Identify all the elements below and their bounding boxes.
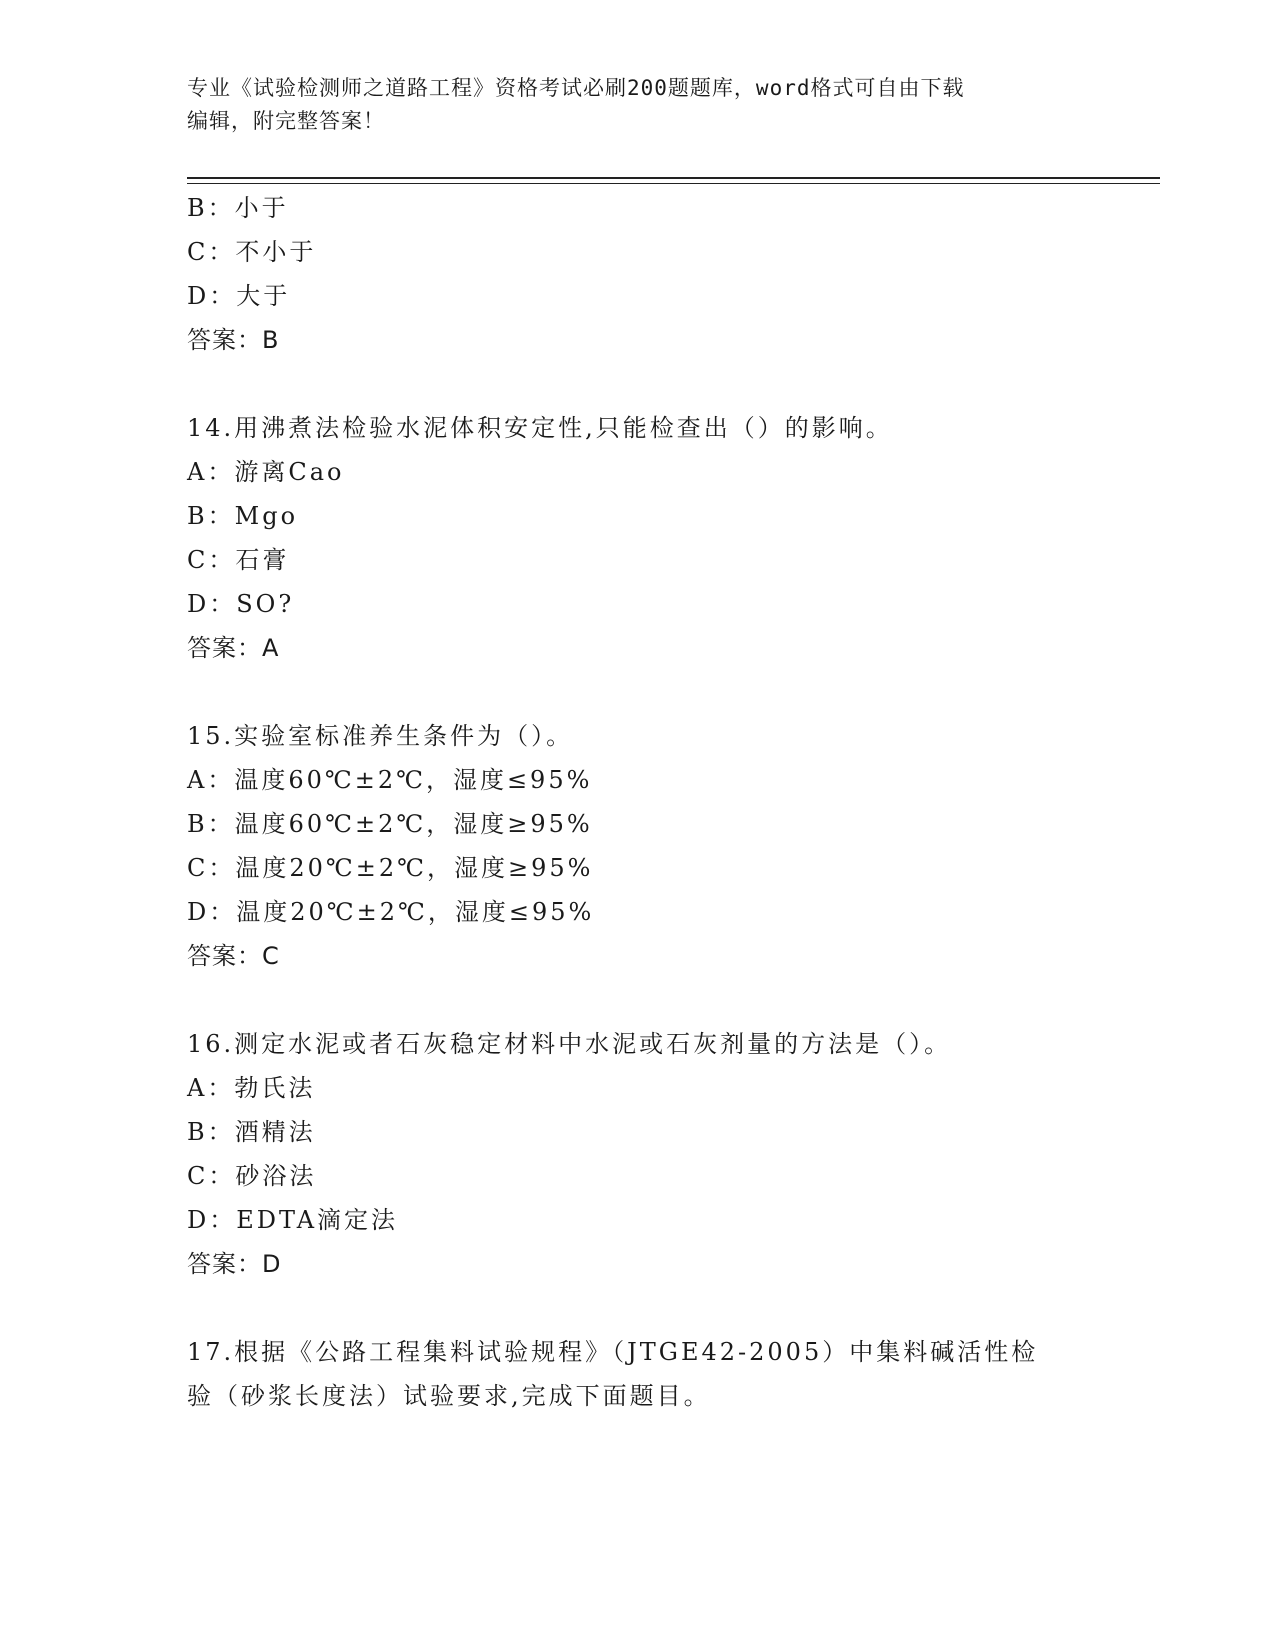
q17-stem-line-2: 验（砂浆长度法）试验要求,完成下面题目。 [187,1382,711,1410]
q14-stem: 14.用沸煮法检验水泥体积安定性,只能检查出（）的影响。 [187,414,893,442]
q16-option-c: C：砂浴法 [187,1162,317,1190]
q13-option-b: B：小于 [187,194,289,222]
q15-option-b: B：温度60℃±2℃，湿度≥95% [187,810,593,838]
header-line-2: 编辑，附完整答案！ [187,109,385,133]
q14-answer: 答案：A [187,634,280,662]
q14-option-c: C：石膏 [187,546,290,574]
document-header [187,72,1087,138]
q16-option-d: D：EDTA滴定法 [187,1206,399,1234]
q14-option-b: B：Mgo [187,502,299,530]
q17-stem-line-1: 17.根据《公路工程集料试验规程》（JTGE42-2005）中集料碱活性检 [187,1338,1039,1366]
q16-answer: 答案：D [187,1250,282,1278]
q13-answer: 答案：B [187,326,280,354]
q16-option-b: B：酒精法 [187,1118,316,1146]
q13-option-c: C：不小于 [187,238,317,266]
q15-option-c: C：温度20℃±2℃，湿度≥95% [187,854,594,882]
q16-stem: 16.测定水泥或者石灰稳定材料中水泥或石灰剂量的方法是（）。 [187,1030,952,1058]
q14-option-d: D：SO? [187,590,295,618]
q13-option-d: D：大于 [187,282,291,310]
q14-option-a: A：游离Cao [187,458,345,486]
q15-option-d: D：温度20℃±2℃，湿度≤95% [187,898,595,926]
q15-answer: 答案：C [187,942,280,970]
q16-option-a: A：勃氏法 [187,1074,316,1102]
header-line-1: 专业《试验检测师之道路工程》资格考试必刷200题题库，word格式可自由下载 [187,76,965,100]
q15-stem: 15.实验室标准养生条件为（）。 [187,722,574,750]
header-divider-thin [187,183,1160,184]
q15-option-a: A：温度60℃±2℃，湿度≤95% [187,766,593,794]
header-divider-thick [187,177,1160,179]
